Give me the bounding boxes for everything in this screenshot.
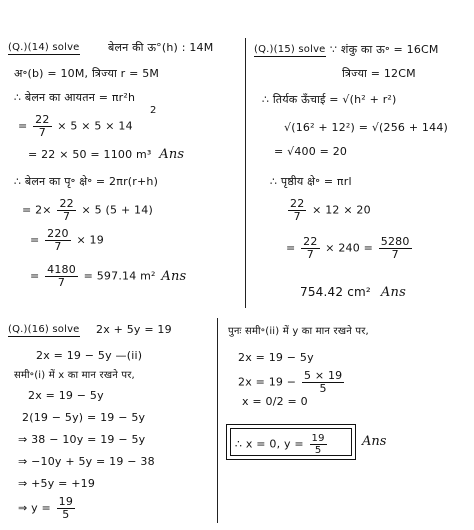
q16-right-step1: 2x = 19 − 5y bbox=[238, 351, 314, 364]
q14-given-dims: अ॰(b) = 10M, त्रिज्या r = 5M bbox=[14, 67, 160, 80]
q14-volume-ans-mark: Ans bbox=[159, 147, 185, 162]
q15-given-height: ∵ शंकु का ऊ॰ = 16CM bbox=[330, 43, 439, 56]
top-divider bbox=[245, 38, 246, 308]
q14-given-height: बेलन की ऊ°(h) : 14M bbox=[108, 41, 214, 54]
q15-slant-step2: = √400 = 20 bbox=[274, 145, 348, 158]
q15-csa-step2: = $\frac{22}{7}$ × 240 = $\frac{5280}{7}$ bbox=[286, 235, 410, 262]
q16-step1: 2x = 19 − 5y —(ii) bbox=[36, 349, 143, 362]
q15-slant-step1: √(16² + 12²) = √(256 + 144) bbox=[284, 121, 449, 134]
q14-surface-step1: = 2× $\frac{22}{7}$ × 5 (5 + 14) bbox=[22, 197, 153, 224]
q16-right-note: पुनः समी॰(ii) में y का मान रखने पर, bbox=[228, 326, 369, 337]
q15-given-radius: त्रिज्या = 12CM bbox=[342, 67, 416, 80]
q16-final-ans-mark: Ans bbox=[362, 434, 387, 449]
q14-header: (Q.)(14) solve bbox=[8, 42, 80, 53]
q14-volume-step1: = $\frac{22}{7}$ × 5 × 5 × 14 bbox=[18, 113, 133, 140]
q16-step6: ⇒ +5y = +19 bbox=[18, 477, 96, 490]
q16-step7: ⇒ y = $\frac{19}{5}$ bbox=[18, 495, 74, 522]
q15-csa-step1: $\frac{22}{7}$ × 12 × 20 bbox=[290, 197, 371, 224]
q15-csa-ans-mark: Ans bbox=[380, 285, 406, 300]
q16-step4: ⇒ 38 − 10y = 19 − 5y bbox=[18, 433, 146, 446]
q15-header: (Q.)(15) solve bbox=[254, 44, 326, 55]
q16-final-answer-box bbox=[226, 424, 356, 460]
q16-step5: ⇒ −10y + 5y = 19 − 38 bbox=[18, 455, 155, 468]
q14-surface-label: ∴ बेलन का पृ॰ क्षे॰ = 2πr(r+h) bbox=[14, 175, 159, 188]
q16-eq1: 2x + 5y = 19 bbox=[96, 323, 172, 336]
q16-step2: 2x = 19 − 5y bbox=[28, 389, 104, 402]
q16-final-answer: ∴ x = 0, y = $\frac{19}{5}$ bbox=[235, 433, 325, 456]
q16-right-step3: x = 0/2 = 0 bbox=[242, 395, 308, 408]
q15-csa-label: ∴ पृष्ठीय क्षे॰ = πrl bbox=[270, 175, 352, 188]
q16-substitution-note: समी॰(i) में x का मान रखने पर, bbox=[14, 370, 135, 381]
q15-csa-step3: 754.42 cm² Ans bbox=[300, 285, 406, 300]
q14-cancel-note: 2 bbox=[150, 105, 157, 116]
q14-volume-result: = 22 × 50 = 1100 m³ Ans bbox=[28, 147, 185, 162]
q15-slant-label: ∴ तिर्यक ऊँचाई = √(h² + r²) bbox=[262, 93, 397, 106]
q14-surface-ans-mark: Ans bbox=[161, 268, 187, 284]
q16-header: (Q.)(16) solve bbox=[8, 324, 80, 335]
q14-surface-step2: = $\frac{220}{7}$ × 19 bbox=[30, 227, 104, 254]
q16-right-step2: 2x = 19 − $\frac{5 \times 19}{5}$ bbox=[238, 369, 343, 396]
bottom-divider bbox=[217, 318, 218, 523]
q14-volume-label: ∴ बेलन का आयतन = πr²h bbox=[14, 91, 136, 104]
q16-step3: 2(19 − 5y) = 19 − 5y bbox=[22, 411, 146, 424]
q14-surface-step3: = $\frac{4180}{7}$ = 597.14 m² Ans bbox=[30, 263, 187, 290]
